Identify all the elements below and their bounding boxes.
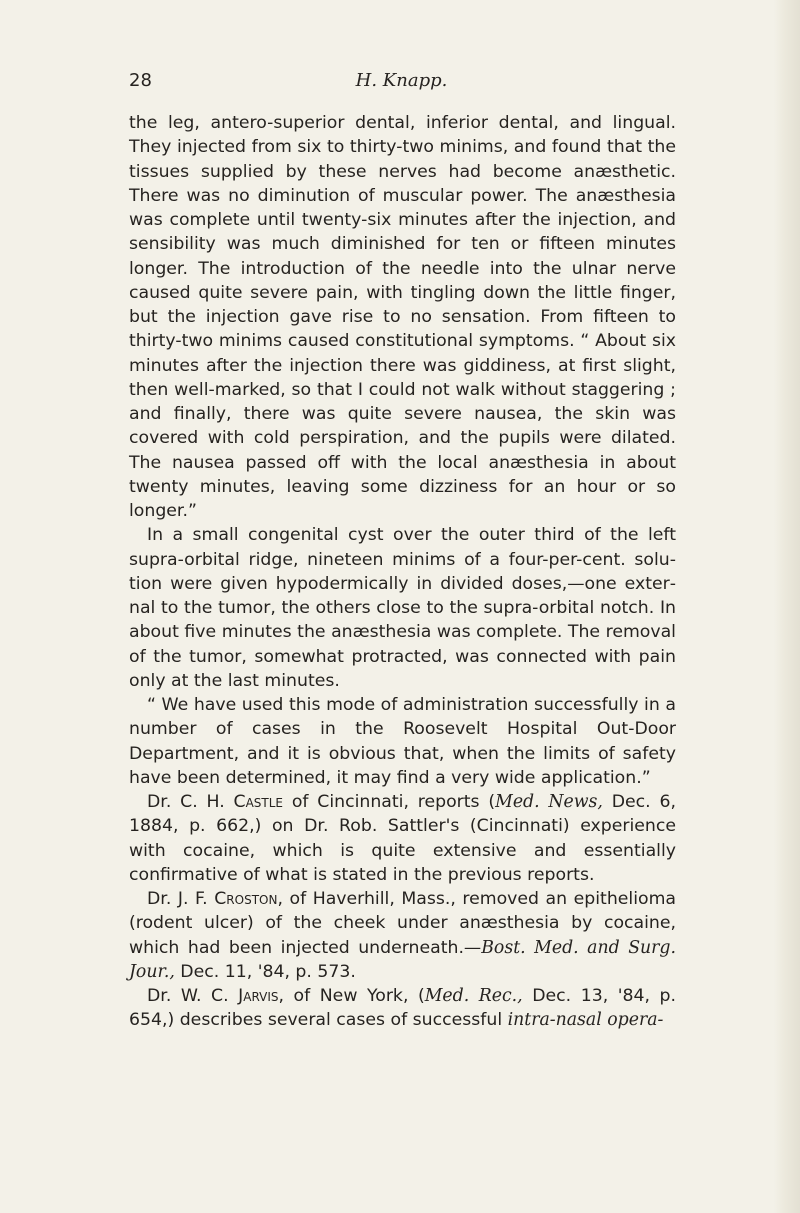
croston-rest: Dec. 11, '84, p. 573. xyxy=(174,961,356,982)
page-number: 28 xyxy=(129,70,152,91)
running-head: H. Knapp. xyxy=(355,70,448,91)
page-header xyxy=(129,70,674,96)
croston-title: Dr. J. F. xyxy=(147,889,208,909)
castle-title: Dr. C. H. xyxy=(147,792,225,812)
paragraph-croston xyxy=(129,887,676,984)
jarvis-text: , of New York, ( xyxy=(278,986,425,1006)
jarvis-journal: Med. Rec., xyxy=(424,986,523,1006)
croston-journal: Bost. Med. and Surg. Jour., xyxy=(129,937,676,982)
jarvis-title: Dr. W. C. xyxy=(147,986,229,1006)
castle-text: of Cincinnati, reports ( xyxy=(291,792,496,812)
castle-journal: Med. News, xyxy=(495,792,603,812)
croston-text: , of Haverhill, Mass., removed an epithelioma (rodent ulcer) of the cheek under anæsthesia by cocaine, which had been injected underneath.— xyxy=(129,889,676,958)
jarvis-tail: intra-nasal opera- xyxy=(507,1010,664,1031)
castle-name: Castle xyxy=(233,792,283,812)
paragraph-jarvis xyxy=(129,984,676,1033)
body-text xyxy=(129,111,676,1033)
croston-name: Croston xyxy=(214,889,278,909)
jarvis-name: Jarvis xyxy=(238,986,279,1006)
castle-rest: Dec. 6, 1884, p. 662,) on Dr. Rob. Sattler's (Cincinnati) experience with cocaine, which is quite extensive and essentially confirmative of what is stated in the previous reports. xyxy=(129,792,676,885)
paragraph-2: In a small congenital cyst over the outer third of the left supra-orbital ridge, nineteen minims of a four-per-cent. solution were given hypodermically in divided doses,—one external to the tumor, the others close to the supra-orbital notch. In about five minutes the anæsthesia was complete. The removal of the tumor, somewhat protracted, was connected with pain only at the last minutes. xyxy=(129,525,676,691)
paragraph-castle xyxy=(129,790,676,887)
page-edge-shadow xyxy=(774,0,800,1213)
paragraph-1: the leg, antero-superior dental, inferior dental, and lingual. They injected from six to thirty-two minims, and found that the tissues supplied by these nerves had become anæsthetic. There was no diminution of muscular power. The anæsthesia was complete until twenty-six minutes after the injection, and sensibility was much diminished for ten or fifteen minutes longer. The introduction of the needle into the ulnar nerve caused quite severe pain, with tingling down the little finger, but the injection gave rise to no sensation. From fifteen to thirty-two minims caused constitutional symptoms. “ About six minutes after the injection there was giddiness, at first slight, then well-marked, so that I could not walk without staggering ; and finally, there was quite severe nausea, the skin was covered with cold perspiration, and the pupils were dilated. The nausea passed off with the local anæsthesia in about twenty minutes, leaving some dizziness for an hour or so longer.” xyxy=(129,113,676,521)
paragraph-3: “ We have used this mode of administration successfully in a number of cases in the Roosevelt Hospital Out-Door Department, and it is obvious that, when the limits of safety have been determined, it may find a very wide application.” xyxy=(129,695,676,788)
jarvis-rest: Dec. 13, '84, p. 654,) describes several cases of successful xyxy=(129,986,676,1031)
